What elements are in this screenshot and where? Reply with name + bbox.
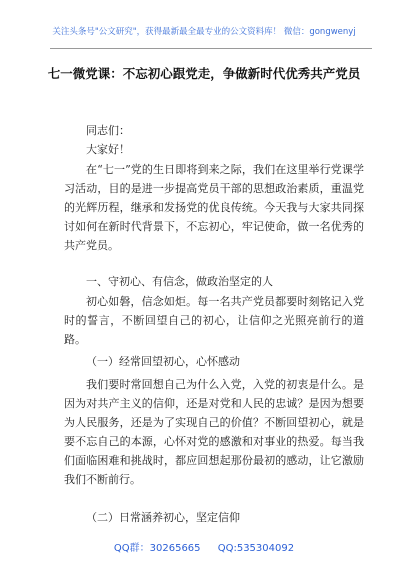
header-note: 关注头条号"公文研究"，获得最新最全最专业的公文资料库！ 微信：gongwenyj xyxy=(52,27,356,37)
subsection-1-heading: （一）经常回望初心，心怀感动 xyxy=(86,355,240,368)
header-divider xyxy=(50,48,372,49)
subsection-1-paragraph: 我们要时常回想自己为什么入党，入党的初衷是什么。是因为对共产主义的信仰，还是对党和人民的忠诚？是因为想要为人民服务，还是为了实现自己的价值？不断回望初心，就是要不忘自己的本源，心怀对党的感激和对事业的热爱。每当我们面临困难和挑战时，都应回想起那份最初的感动，让它激励我们不断前行。 xyxy=(64,378,364,486)
footer-contacts xyxy=(0,539,408,554)
subsection-2-heading: （二）日常涵养初心，坚定信仰 xyxy=(86,511,240,524)
greeting: 大家好！ xyxy=(86,143,130,156)
intro-paragraph: 在“七一”党的生日即将到来之际，我们在这里举行党课学习活动，目的是进一步提高党员干部的思想政治素质，重温党的光辉历程，继承和发扬党的优良传统。今天我与大家共同探讨如何在新时代背景下，不忘初心，牢记使命，做一名优秀的共产党员。 xyxy=(64,163,364,252)
section-1-heading: 一、守初心、有信念，做政治坚定的人 xyxy=(86,275,273,288)
footer-qq-number: QQ:535304092 xyxy=(217,543,295,554)
document-title: 七一微党课：不忘初心跟党走，争做新时代优秀共产党员 xyxy=(47,66,361,81)
salutation: 同志们： xyxy=(86,124,130,137)
footer-qq-group: QQ群：30265665 xyxy=(113,543,201,554)
section-1-paragraph: 初心如磐，信念如炬。每一名共产党员都要时刻铭记入党时的誓言，不断回望自己的初心，让信仰之光照亮前行的道路。 xyxy=(64,295,364,346)
